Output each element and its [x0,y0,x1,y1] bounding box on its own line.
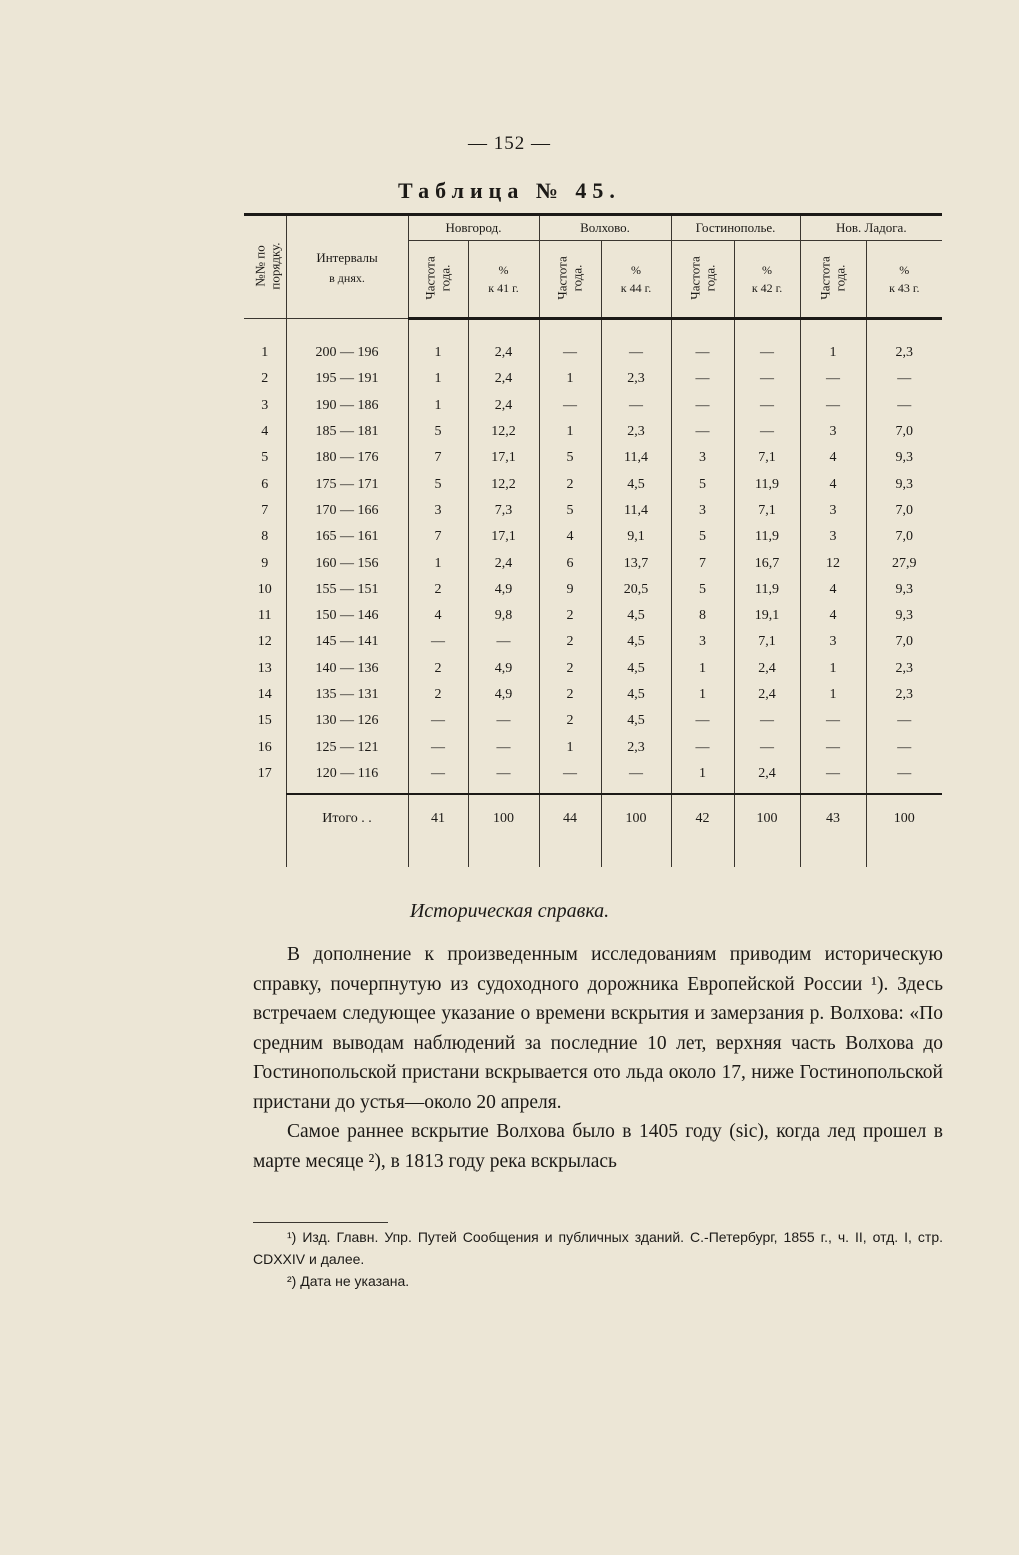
table-cell: 2 [539,603,601,629]
group-header-volkhovo: Волхово. [539,215,671,241]
table-cell: 11,4 [601,445,671,471]
column-header-interval: Интервалы в днях. [286,215,408,319]
table-cell: 27,9 [892,555,917,571]
table-row [244,550,942,576]
interval-cell: 190 — 186 [286,393,408,419]
table-cell: 7,1 [734,629,800,655]
row-number-cell: 2 [244,366,286,392]
table-cell: — [897,371,912,387]
table-row [244,761,942,794]
interval-cell: 180 — 176 [286,445,408,471]
table-row [244,366,942,392]
table-cell: 4 [800,471,866,497]
table-cell: 4 [800,445,866,471]
row-number-cell: 8 [244,524,286,550]
total-cell: 100 [601,794,671,867]
table-cell: — [671,366,734,392]
table-cell: 2,4 [468,366,539,392]
table-cell: 3 [671,498,734,524]
table-row [244,524,942,550]
body-text [253,940,943,1176]
table-cell: — [897,765,912,781]
table-cell: 7,0 [895,502,914,518]
interval-cell: 140 — 136 [286,656,408,682]
table-cell: 2 [539,629,601,655]
row-number-cell: 4 [244,419,286,445]
row-number-cell: 13 [244,656,286,682]
table-cell: 2,4 [468,550,539,576]
table-cell: 5 [539,498,601,524]
table-row [244,577,942,603]
footnote: ²) Дата не указана. [287,1273,410,1289]
section-heading: Историческая справка. [409,900,610,922]
interval-cell: 165 — 161 [286,524,408,550]
table-cell: 2,4 [734,761,800,794]
table-cell: 4,9 [468,656,539,682]
total-cell: 100 [468,794,539,867]
table-cell: 9,3 [895,581,914,597]
table-cell: 3 [800,498,866,524]
frequency-table [244,213,942,867]
row-number-cell: 14 [244,682,286,708]
table-cell: — [468,734,539,760]
table-row [244,419,942,445]
table-cell: 5 [539,445,601,471]
interval-cell: 175 — 171 [286,471,408,497]
row-number-cell: 3 [244,393,286,419]
table-row [244,682,942,708]
row-number-cell: 5 [244,445,286,471]
total-cell: 44 [539,794,601,867]
total-label: Итого . . [286,794,408,867]
table-cell: 6 [539,550,601,576]
group-header-nov-ladoga: Нов. Ладога. [800,215,942,241]
table-cell: 17,1 [468,445,539,471]
table-cell: — [408,708,468,734]
table-cell: 1 [408,366,468,392]
table-cell: 4 [800,577,866,603]
table-cell: 5 [408,471,468,497]
table-cell: 3 [800,524,866,550]
interval-cell: 155 — 151 [286,577,408,603]
table-cell: 4,5 [601,629,671,655]
table-cell: 4,5 [601,682,671,708]
table-cell: 7,1 [734,498,800,524]
table-cell: 2 [539,656,601,682]
interval-cell: 125 — 121 [286,734,408,760]
total-cell: 41 [408,794,468,867]
table-cell: 1 [408,393,468,419]
table-cell: 2 [539,682,601,708]
table-cell: 1 [671,761,734,794]
table-cell: 9,1 [601,524,671,550]
interval-cell: 195 — 191 [286,366,408,392]
table-cell: 4 [408,603,468,629]
column-header-pct: % к 43 г. [866,241,942,319]
table-cell: 11,9 [734,577,800,603]
table-cell: — [897,739,912,755]
table-cell: 2 [539,708,601,734]
interval-cell: 130 — 126 [286,708,408,734]
table-cell: 4,5 [601,708,671,734]
table-cell: — [734,419,800,445]
table-cell: 7,0 [895,424,914,440]
table-row [244,471,942,497]
column-header-pct: % к 41 г. [468,241,539,319]
table-cell: — [800,761,866,794]
table-cell: 9,3 [895,608,914,624]
interval-cell: 185 — 181 [286,419,408,445]
table-cell: 9,3 [895,450,914,466]
total-cell: 42 [671,794,734,867]
table-cell: — [408,761,468,794]
table-cell: — [734,340,800,366]
table-cell: 11,4 [601,498,671,524]
interval-cell: 145 — 141 [286,629,408,655]
column-header-freq: Частота года. [800,241,866,319]
table-cell: 2,4 [468,393,539,419]
table-cell: 1 [800,656,866,682]
table-cell: 4,9 [468,577,539,603]
table-cell: — [539,761,601,794]
table-cell: 7,1 [734,445,800,471]
table-row [244,393,942,419]
table-cell: 9,3 [895,476,914,492]
table-cell: — [800,366,866,392]
interval-cell: 120 — 116 [286,761,408,794]
table-cell: — [601,393,671,419]
row-number-cell: 15 [244,708,286,734]
interval-cell: 200 — 196 [286,340,408,366]
table-cell: — [734,393,800,419]
table-cell: 2,3 [895,345,914,361]
table-cell: 7 [408,524,468,550]
table-cell: — [671,734,734,760]
table-cell: — [800,393,866,419]
table-cell: 4,5 [601,471,671,497]
table-cell: 3 [671,445,734,471]
row-number-cell: 12 [244,629,286,655]
total-cell: 100 [866,794,942,867]
table-cell: — [671,419,734,445]
table-cell: 1 [408,550,468,576]
table-cell: — [408,734,468,760]
table-cell: 7,3 [468,498,539,524]
table-cell: — [897,397,912,413]
table-row [244,656,942,682]
table-cell: 7 [671,550,734,576]
table-cell: — [897,713,912,729]
table-cell: 2 [408,682,468,708]
table-cell: — [539,340,601,366]
table-cell: 2,4 [734,682,800,708]
table-cell: 8 [671,603,734,629]
paragraph: Самое раннее вскрытие Волхова было в 1405 году (sic), когда лед прошел в марте месяце ²), в 1813 году река вскрылась [253,1121,943,1172]
row-number-cell: 16 [244,734,286,760]
table-cell: — [601,761,671,794]
table-row [244,708,942,734]
table-cell: 1 [800,340,866,366]
row-number-cell: 9 [244,550,286,576]
table-cell: — [800,708,866,734]
table-cell: — [734,734,800,760]
table-cell: 7 [408,445,468,471]
table-cell: — [468,629,539,655]
table-cell: 1 [800,682,866,708]
table-cell: 11,9 [734,471,800,497]
table-cell: 13,7 [601,550,671,576]
table-cell: — [408,629,468,655]
table-cell: 19,1 [734,603,800,629]
table-cell: 2 [408,656,468,682]
interval-cell: 160 — 156 [286,550,408,576]
table-cell: 1 [671,682,734,708]
row-number-cell: 6 [244,471,286,497]
table-cell: 1 [539,419,601,445]
table-cell: 5 [671,471,734,497]
total-row [244,794,942,867]
table-cell: 4 [539,524,601,550]
row-number-cell: 17 [244,761,286,794]
table-cell: 5 [408,419,468,445]
table-cell: 2,3 [895,660,914,676]
table-cell: 2 [539,471,601,497]
table-cell: 2 [408,577,468,603]
row-number-cell: 7 [244,498,286,524]
table-cell: 2,3 [601,734,671,760]
table-cell: 12 [800,550,866,576]
table-cell: 4 [800,603,866,629]
total-cell: 43 [800,794,866,867]
table-row [244,498,942,524]
interval-cell: 170 — 166 [286,498,408,524]
table-row [244,340,942,366]
table-cell: 3 [671,629,734,655]
table-cell: — [671,340,734,366]
table-cell: 3 [408,498,468,524]
table-cell: 3 [800,629,866,655]
table-cell: 2,3 [601,419,671,445]
group-header-novgorod: Новгород. [408,215,539,241]
table-cell: 12,2 [468,471,539,497]
table-cell: — [671,708,734,734]
interval-cell: 135 — 131 [286,682,408,708]
row-number-cell: 1 [244,340,286,366]
paragraph: В дополнение к произведенным исследованиям приводим историческую справку, почерпнутую из судоходного дорожника Европейской России ¹). Здесь встречаем следующее указание о времени вскрытия и замерзания р. Волхова: «По средним выводам наблюдений за последние 10 лет, верхняя часть Волхова до Гостинопольской пристани вскрывается ото льда около 17, ниже Гостинопольской пристани до устья—около 20 апреля. [253,944,943,1113]
table-cell: — [734,366,800,392]
interval-cell: 150 — 146 [286,603,408,629]
table-cell: 3 [800,419,866,445]
table-cell: 5 [671,577,734,603]
table-row [244,445,942,471]
table-title: Таблица № 45. [398,178,621,203]
table-body [244,319,942,794]
table-cell: 16,7 [734,550,800,576]
table-cell: 7,0 [895,634,914,650]
table-cell: 20,5 [601,577,671,603]
table-cell: — [671,393,734,419]
table-cell: — [800,734,866,760]
column-header-pct: % к 44 г. [601,241,671,319]
table-cell: 1 [408,340,468,366]
table-cell: 1 [671,656,734,682]
table-cell: 1 [539,366,601,392]
table-cell: 2,4 [468,340,539,366]
footnote-divider [253,1222,388,1223]
column-header-freq: Частота года. [539,241,601,319]
table-row [244,734,942,760]
footnotes [253,1226,943,1292]
table-cell: 17,1 [468,524,539,550]
table-cell: 2,3 [895,687,914,702]
row-number-cell: 11 [244,603,286,629]
column-header-pct: % к 42 г. [734,241,800,319]
footnote: ¹) Изд. Главн. Упр. Путей Сообщения и публичных зданий. С.-Петербург, 1855 г., ч. II, отд. I, стр. CDXXIV и далее. [253,1229,943,1267]
table-cell: 5 [671,524,734,550]
table-cell: 7,0 [895,529,914,545]
table-cell: 4,5 [601,656,671,682]
table-cell: 2,3 [601,366,671,392]
table-cell: 2,4 [734,656,800,682]
table-cell: — [734,708,800,734]
column-header-freq: Частота года. [408,241,468,319]
page-number: — 152 — [468,133,551,154]
table-cell: — [468,708,539,734]
table-cell: 1 [539,734,601,760]
table-cell: — [468,761,539,794]
total-cell: 100 [734,794,800,867]
table-cell: 12,2 [468,419,539,445]
table-cell: 4,9 [468,682,539,708]
table-cell: 9,8 [468,603,539,629]
group-header-gostinopolye: Гостинополье. [671,215,800,241]
table-cell: — [601,340,671,366]
table-cell: 11,9 [734,524,800,550]
table-cell: — [539,393,601,419]
table-cell: 9 [539,577,601,603]
column-header-number: №№ по порядку. [244,215,286,319]
table-row [244,603,942,629]
table-row [244,629,942,655]
row-number-cell: 10 [244,577,286,603]
column-header-freq: Частота года. [671,241,734,319]
table-cell: 4,5 [601,603,671,629]
